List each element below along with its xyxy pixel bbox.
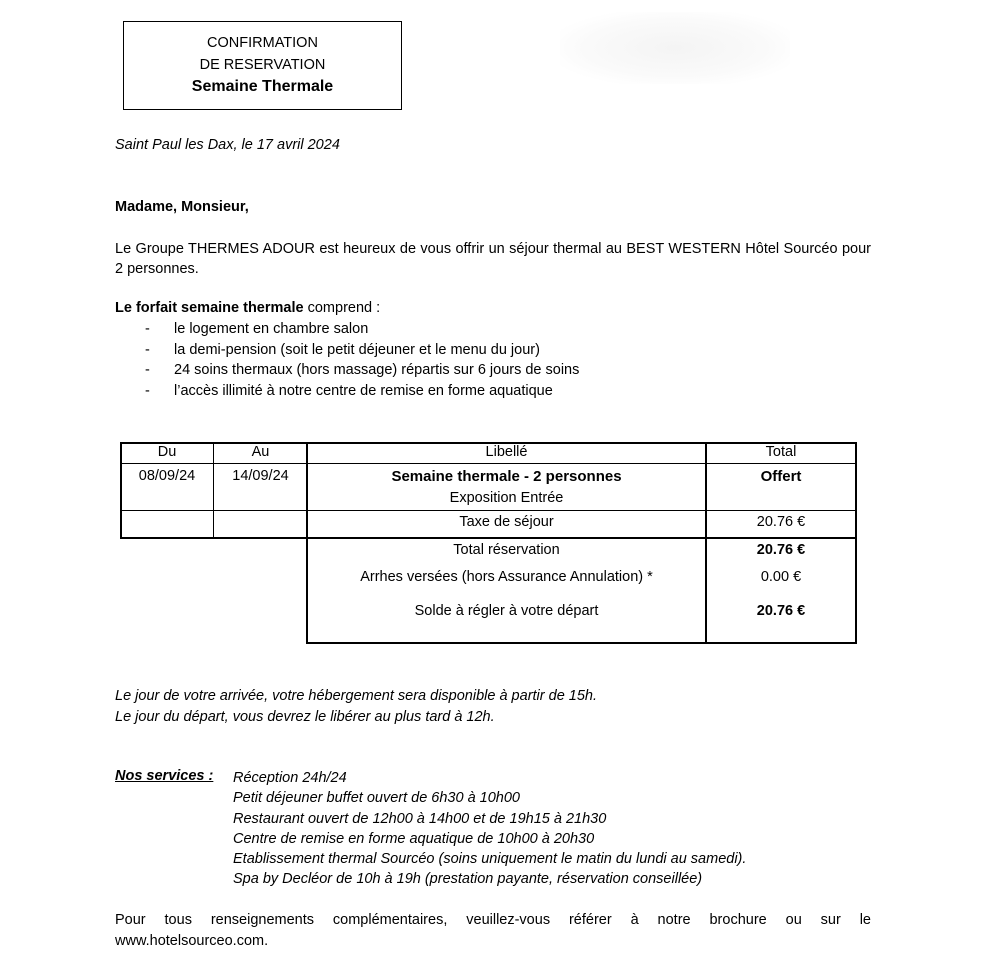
arrival-line-2: Le jour du départ, vous devrez le libérer au plus tard à 12h. bbox=[115, 709, 495, 725]
row1-total: Offert bbox=[760, 468, 802, 485]
summary-solde-label: Solde à régler à votre départ bbox=[414, 603, 599, 619]
forfait-heading-bold: Le forfait semaine thermale bbox=[115, 300, 304, 316]
service-item: Restaurant ouvert de 12h00 à 14h00 et de 19h15 à 21h30 bbox=[233, 810, 607, 827]
row1-au: 14/09/24 bbox=[232, 468, 289, 484]
list-item bbox=[145, 319, 579, 340]
service-item: Spa by Decléor de 10h à 19h (prestation payante, réservation conseillée) bbox=[233, 871, 703, 888]
forfait-heading-rest: comprend : bbox=[303, 300, 381, 316]
list-item-text: 24 soins thermaux (hors massage) répartis sur 6 jours de soins bbox=[174, 362, 580, 378]
arrival-info bbox=[115, 686, 597, 728]
bullet-dash: - bbox=[145, 341, 150, 358]
title-line-2: DE RESERVATION bbox=[199, 57, 326, 73]
row1-du: 08/09/24 bbox=[138, 468, 196, 484]
table-header-divider bbox=[120, 463, 856, 464]
title-line-3: Semaine Thermale bbox=[191, 78, 334, 95]
list-item bbox=[145, 360, 579, 381]
forfait-heading bbox=[115, 300, 380, 316]
summary-arrhes-label: Arrhes versées (hors Assurance Annulation) * bbox=[360, 569, 653, 585]
table-row-divider bbox=[120, 510, 856, 511]
header-au: Au bbox=[251, 444, 270, 460]
services-list bbox=[233, 768, 746, 890]
service-item: Centre de remise en forme aquatique de 10h00 à 20h30 bbox=[233, 830, 595, 847]
list-item-text: la demi-pension (soit le petit déjeuner et le menu du jour) bbox=[174, 341, 540, 358]
row1-libelle-sub: Exposition Entrée bbox=[449, 490, 564, 506]
summary-arrhes-value: 0.00 € bbox=[760, 569, 802, 585]
services-label: Nos services : bbox=[115, 768, 214, 784]
service-item: Réception 24h/24 bbox=[233, 770, 347, 786]
row2-total: 20.76 € bbox=[756, 514, 806, 530]
bullet-dash: - bbox=[145, 321, 150, 337]
bullet-dash: - bbox=[145, 382, 150, 399]
date-line: Saint Paul les Dax, le 17 avril 2024 bbox=[115, 137, 340, 153]
bullet-dash: - bbox=[145, 362, 150, 378]
service-item: Petit déjeuner buffet ouvert de 6h30 à 10h00 bbox=[233, 790, 520, 807]
summary-solde-value: 20.76 € bbox=[756, 603, 806, 619]
service-item: Etablissement thermal Sourcéo (soins uniquement le matin du lundi au samedi). bbox=[233, 851, 747, 868]
summary-total-value: 20.76 € bbox=[756, 542, 806, 558]
footer-website-link[interactable]: www.hotelsourceo.com. bbox=[115, 933, 269, 949]
summary-total-label: Total réservation bbox=[453, 542, 560, 558]
logo-image bbox=[560, 12, 790, 84]
title-line-1: CONFIRMATION bbox=[207, 35, 318, 51]
footer-line-1: Pour tous renseignements complémentaires, veuillez-vous référer à notre brochure ou sur le bbox=[115, 912, 871, 928]
forfait-list bbox=[145, 319, 579, 401]
list-item-text: l’accès illimité à notre centre de remise en forme aquatique bbox=[174, 382, 553, 399]
salutation: Madame, Monsieur, bbox=[115, 199, 249, 215]
row1-libelle: Semaine thermale - 2 personnes bbox=[391, 468, 622, 485]
reservation-table bbox=[120, 442, 856, 644]
arrival-line-1: Le jour de votre arrivée, votre hébergement sera disponible à partir de 15h. bbox=[115, 688, 598, 704]
title-box bbox=[123, 21, 402, 110]
list-item-text: le logement en chambre salon bbox=[174, 321, 369, 337]
header-du: Du bbox=[157, 444, 177, 460]
table-body-bottom bbox=[120, 537, 856, 539]
footer-paragraph bbox=[115, 910, 871, 952]
list-item bbox=[145, 340, 579, 361]
summary-bottom bbox=[307, 642, 856, 644]
list-item bbox=[145, 381, 579, 402]
header-libelle: Libellé bbox=[485, 444, 528, 460]
row2-libelle: Taxe de séjour bbox=[459, 514, 554, 530]
header-total: Total bbox=[765, 444, 797, 460]
intro-paragraph: Le Groupe THERMES ADOUR est heureux de vous offrir un séjour thermal au BEST WESTERN Hôtel Sourcéo pour 2 personnes. bbox=[115, 241, 871, 277]
